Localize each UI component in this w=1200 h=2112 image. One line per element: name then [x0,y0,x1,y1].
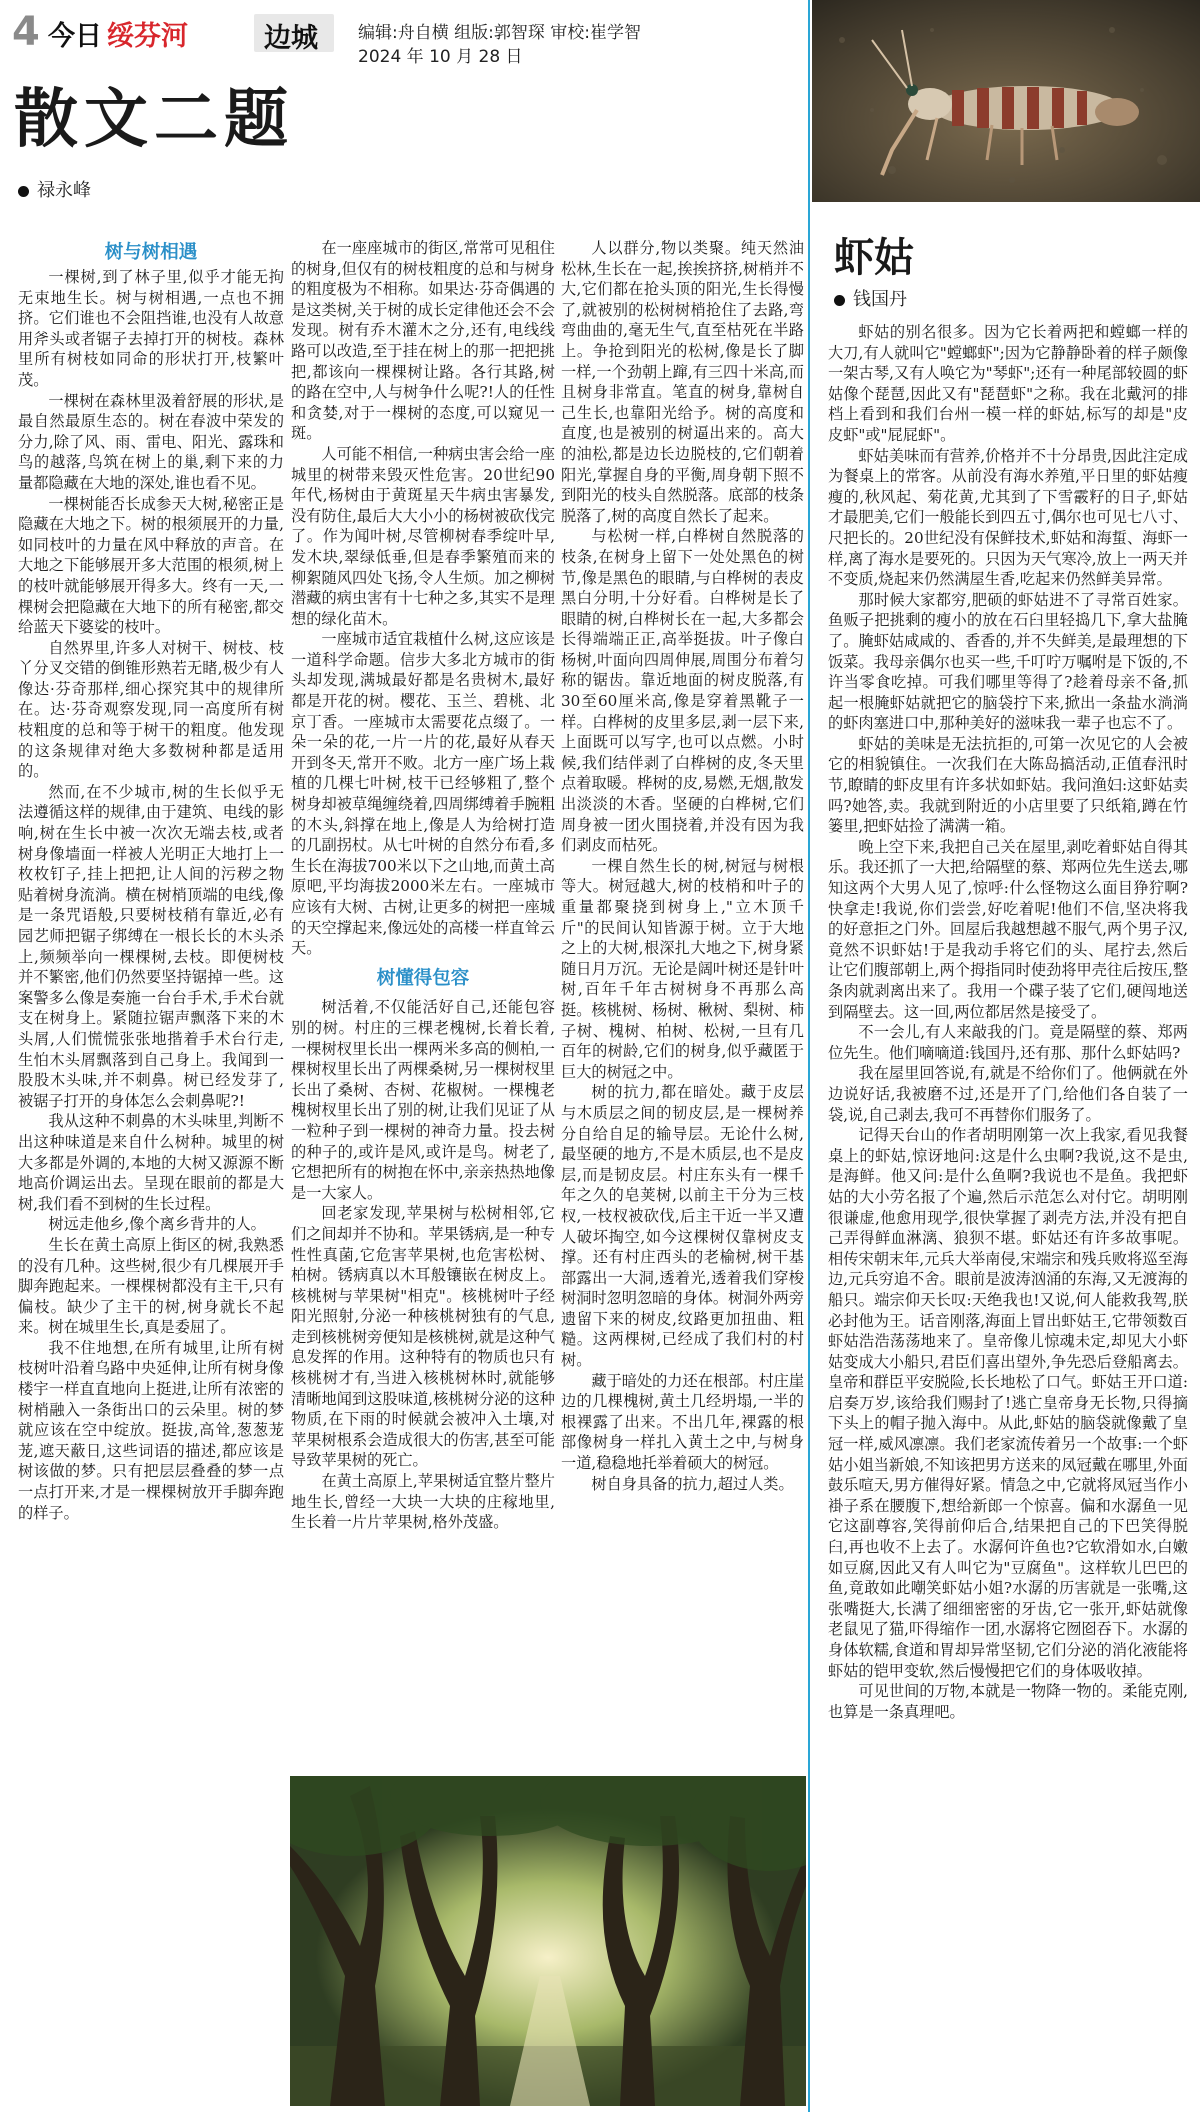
paragraph: 一棵树,到了林子里,似乎才能无拘无束地生长。树与树相遇,一点也不拥挤。它们谁也不会阻挡谁,也没有人故意用斧头或者锯子去掉打开的树枝。森林里所有树枝如同命的形状打开,枝繁叶茂。 [18,268,284,389]
author-name: 禄永峰 [37,180,91,201]
paragraph: 在一座座城市的街区,常常可见租住的树身,但仅有的树枝粗度的总和与树身的粗度极为不相称。如果达·芬奇偶遇的是这类树,关于树的成长定律他还会不会发现。树有乔木灌木之分,还有,电线线路可以改造,至于挂在树上的那一把把挑把,都该向一棵棵树让路。各行其路,树的路在空中,人与树争什么呢?!人的任性和贪婪,对于一棵树的态度,可以窥见一斑。 [291,239,555,443]
paragraph: 不一会儿,有人来敲我的门。竟是隔壁的蔡、郑两位先生。他们嘀嘀道:钱国丹,还有那、那什么虾姑吗? [828,1023,1188,1062]
article-title: 散文二题 [14,82,294,157]
paragraph: 虾姑美味而有营养,价格并不十分昂贵,因此注定成为餐桌上的常客。从前没有海水养殖,平日里的虾姑瘦瘦的,秋风起、菊花黄,尤其到了下雪霰籽的日子,虾姑才最肥美,它们一般能长到四五寸,偶尔也可见七八寸、尺把长的。20世纪没有保鲜技术,虾姑和海蜇、海虾一样,离了海水是要死的。只因为天气寒冷,放上一两天并不变质,烧起来仍然满屋生香,吃起来仍然鲜美异常。 [828,446,1188,589]
paragraph: 一棵树在森林里汲着舒展的形状,是最自然最原生态的。树在春波中荣发的分力,除了风、雨、雷电、阳光、露珠和鸟的越落,鸟筑在树上的巢,剩下来的力量都隐藏在大地的深处,谁也看不见。 [18,391,284,492]
page-number: 4 [12,9,40,55]
section-name: 边城 [264,23,318,54]
paragraph: 人可能不相信,一种病虫害会给一座城里的树带来毁灭性危害。20世纪90年代,杨树由于黄斑星天牛病虫害暴发,没有防住,最后大大小小的杨树被砍伐完了。作为闻叶树,尽管柳树春季绽叶早,发木块,翠绿低垂,但是春季繁殖而来的柳絮随风四处飞扬,令人生烦。加之柳树潜藏的病虫害有十七种之多,其实不是理想的绿化苗木。 [291,444,555,628]
masthead-brand: 绥芬河 [107,21,188,52]
paragraph: 树的抗力,都在暗处。藏于皮层与木质层之间的韧皮层,是一棵树养分自给自足的输导层。无论什么树,最坚硬的地方,不是木质层,也不是皮层,而是韧皮层。村庄东头有一棵千年之久的皂荚树,以前主干分为三枝杈,一枝杈被砍伐,后主干近一半又遭人破坏掏空,如今这棵树仅靠树皮支撑。还有村庄西头的老榆树,树干基部露出一大洞,透着光,透着我们穿梭树洞时忽明忽暗的身体。树洞外两旁遗留下来的树皮,纹路更加扭曲、粗糙。这两棵树,已经成了我们村的村树。 [561,1083,804,1370]
paragraph: 与松树一样,白桦树自然脱落的枝条,在树身上留下一处处黑色的树节,像是黑色的眼睛,与白桦树的表皮黑白分明,十分好看。白桦树是长了眼睛的树,白桦树长在一起,大多都会长得端端正正,高举挺拔。叶子像白杨树,叶面向四周伸展,周围分布着匀称的锯齿。靠近地面的树皮脱落,有30至60厘米高,像是穿着黑靴子一样。白桦树的皮里多层,剥一层下来,上面既可以写字,也可以点燃。小时候,我们结伴剥了白桦树的皮,冬天里点着取暖。桦树的皮,易燃,无烟,散发出淡淡的木香。坚硬的白桦树,它们周身被一团火围挠着,并没有因为我们剥皮而枯死。 [561,527,804,855]
issue-date: 2024 年 10 月 28 日 [358,47,523,67]
paragraph: 树自身具备的抗力,超过人类。 [591,1474,794,1493]
paragraph: 记得天台山的作者胡明刚第一次上我家,看见我餐桌上的虾姑,惊讶地问:这是什么虫啊?我说,这不是虫,是海鲜。他又问:是什么鱼啊?我说也不是鱼。我把虾姑的大小劳名报了个遍,然后示范怎么对付它。胡明刚很谦虚,他愈用现学,很快掌握了剥壳方法,并没有把自己弄得鲜血淋漓、狼狈不堪。虾姑还有许多故事呢。相传宋朝末年,元兵大举南侵,宋端宗和残兵败将巡至海边,元兵穷追不舍。眼前是波涛汹涌的东海,又无渡海的船只。端宗仰天长叹:天绝我也!又说,何人能救我驾,朕必封他为王。话音刚落,海面上冒出虾姑王,它带领数百虾姑浩浩荡荡地来了。皇帝像儿惊魂未定,却见大小虾姑变成大小船只,君臣们喜出望外,争先恐后登船离去。皇帝和群臣平安脱险,长长地松了口气。虾姑王开口道:启奏万岁,该给我们赐封了!逃亡皇帝身无长物,只得摘下头上的帽子抛入海中。从此,虾姑的脑袋就像戴了皇冠一样,威风凛凛。我们老家流传着另一个故事:一个虾姑小姐当新娘,不知该把男方送来的凤冠戴在哪里,外面鼓乐喧天,男方催得好紧。情急之中,它就将凤冠当作小褂子系在腰腹下,想给新郎一个惊喜。偏和水潺鱼一见它这副尊容,笑得前仰后合,结果把自己的下巴笑得脱臼,再也收不上去了。水潺何许鱼也?它软滑如水,白嫩如豆腐,因此又有人叫它为"豆腐鱼"。这样软儿巴巴的鱼,竟敢如此嘲笑虾姑小姐?水潺的历害就是一张嘴,这张嘴挺大,长满了细细密密的牙齿,它一张开,虾姑就像老鼠见了猫,吓得缩作一团,水潺将它囫囵吞下。水潺的身体软糯,食道和胃却异常坚韧,它们分泌的消化液能将虾姑的铠甲变软,然后慢慢把它们的身体吸收掉。 [828,1126,1188,1680]
author-name: 钱国丹 [853,289,907,310]
bullet-dot-icon [834,295,845,306]
paragraph: 树活着,不仅能活好自己,还能包容别的树。村庄的三棵老槐树,长着长着,一棵树杈里长出一棵两米多高的侧柏,一棵树杈里长出了两棵桑树,另一棵树杈里长出了桑树、杏树、花椒树。一棵槐老槐树杈里长出了别的树,让我们见证了从一粒种子到一棵树的神奇力量。投去树的种子的,或许是风,或许是鸟。树老了,它想把所有的树抱在怀中,亲亲热热地像是一大家人。 [291,998,555,1202]
article-author-2 [834,285,907,311]
article-column-3 [561,238,804,1494]
editor-credits: 编辑:舟自横 组版:郭智琛 审校:崔学智 [358,23,641,43]
article-column-4 [828,322,1188,1722]
paragraph: 那时候大家都穷,肥硕的虾姑进不了寻常百姓家。鱼贩子把挑剩的瘦小的放在石臼里轻捣几下,拿大盐腌了。腌虾姑咸咸的、香香的,并不失鲜美,是最理想的下饭菜。我母亲偶尔也买一些,千叮咛万嘱咐是下饭的,不许当零食吃掉。可我们哪里等得了?趁着母亲不备,抓起一根腌虾姑就把它的脑袋拧下来,掀出一条盐水淌淌的虾肉塞进口中,那种美好的滋味我一辈子也忘不了。 [828,590,1188,733]
paragraph: 晚上空下来,我把自己关在屋里,剥吃着虾姑自得其乐。我还抓了一大把,给隔壁的蔡、郑两位先生送去,哪知这两个大男人见了,惊呼:什么怪物这么面目狰狞啊?快拿走!我说,你们尝尝,好吃着呢!他们不信,坚决将我的好意拒之门外。回屋后我越想越不服气,两个男子汉,竟然不识虾姑!于是我动手将它们的头、尾拧去,然后让它们腹部朝上,两个拇指同时使劲将甲壳往后按压,整条肉就剥离出来了。我用一个碟子装了它们,硬闯地送到隔壁去。这一回,两位都居然是接受了。 [828,837,1188,1021]
article-title-2: 虾姑 [834,234,914,281]
article-column-2 [291,238,555,1533]
masthead-prefix: 今日 [48,21,102,52]
paragraph: 生长在黄土高原上街区的树,我熟悉的没有几种。这些树,很少有几棵展开手脚奔跑起来。一棵棵树都没有主干,只有偏枝。缺少了主干的树,树身就长不起来。树在城里生长,真是委屈了。 [18,1235,284,1337]
paragraph: 虾姑的美味是无法抗拒的,可第一次见它的人会被它的相貌镇住。一次我们在大陈岛搞活动,正值春汛时节,瞭睛的虾皮里有许多状如虾姑。我问渔妇:这虾姑卖吗?她答,卖。我就到附近的小店里要了只纸箱,蹲在竹篓里,把虾姑捡了满满一箱。 [828,734,1188,836]
paragraph: 藏于暗处的力还在根部。村庄崖边的几棵槐树,黄土几经坍塌,一半的根裸露了出来。不出几年,裸露的根部像树身一样扎入黄土之中,与树身一道,稳稳地托举着硕大的树冠。 [561,1371,805,1473]
paragraph: 一座城市适宜栽植什么树,这应该是一道科学命题。信步大多北方城市的街头却发现,满城最好都是名贵树木,最好都是开花的树。樱花、玉兰、碧桃、北京丁香。一座城市太需要花点缀了。一朵一朵的花,一片一片的花,最好从春天开到冬天,常开不败。北方一座广场上栽植的几棵七叶树,枝干已经够粗了,整个树身却被草绳缠绕着,四周绑缚着手腕粗的木头,斜撑在地上,像是人为给树打造的几副拐杖。从七叶树的自然分布看,多生长在海拔700米以下之山地,而黄土高原吧,平均海拔2000米左右。一座城市应该有大树、古树,让更多的树把一座城的天空撑起来,像远处的高楼一样直耸云天。 [291,630,555,958]
column-divider [808,0,810,2112]
paragraph: 虾姑的别名很多。因为它长着两把和螳螂一样的大刀,有人就叫它"螳螂虾";因为它静静卧着的样子颇像一架古琴,又有人唤它为"琴虾";还有一种尾部较圆的虾姑像个琵琶,因此又有"琵琶虾"之称。我在北戴河的排档上看到和我们台州一模一样的虾姑,标写的却是"皮皮虾"或"屁屁虾"。 [828,323,1188,444]
paragraph: 人以群分,物以类聚。纯天然油松林,生长在一起,挨挨挤挤,树梢并不大,它们都在抢头顶的阳光,生长得慢了,就被别的松树树梢抢住了去路,弯弯曲曲的,毫无生气,直至枯死在半路上。争抢到阳光的松树,像是长了脚一样,一个劲朝上蹿,有三四十米高,而且树身非常直。笔直的树身,靠树自己生长,也靠阳光给予。树的高度和直度,也是被别的树逼出来的。高大的油松,都是边长边脱枝的,它们朝着阳光,掌握自身的平衡,周身朝下照不到阳光的枝头自然脱落。底部的枝条脱落了,树的高度自然长了起来。 [561,239,804,525]
paragraph: 可见世间的万物,本就是一物降一物的。柔能克刚,也算是一条真理吧。 [828,1682,1188,1721]
section-heading: 树与树相遇 [104,242,198,263]
paragraph: 回老家发现,苹果树与松树相邻,它们之间却并不协和。苹果锈病,是一种专性性真菌,它危害苹果树,也危害松树、柏树。锈病真以木耳般镶嵌在树皮上。核桃树与苹果树"相克"。核桃树叶子经阳光照射,分泌一种核桃树独有的气息,走到核桃树旁便知是核桃树,就是这种气息发挥的作用。这种特有的物质也只有核桃树才有,当进入核桃树林时,就能够清晰地闻到这股味道,核桃树分泌的这种物质,在下雨的时候就会被冲入土壤,对苹果树根系会造成很大的伤害,甚至可能导致苹果树的死亡。 [291,1204,555,1470]
paragraph: 一棵自然生长的树,树冠与树根等大。树冠越大,树的枝梢和叶子的重量都聚挠到树身上,"立木顶千斤"的民间认知皆源于树。立于大地之上的大树,根深扎大地之下,树身紧随日月万沉。无论是阔叶树还是针叶树,百年千年古树树身不再那么高挺。核桃树、杨树、楸树、梨树、柿子树、槐树、柏树、松树,一旦有几百年的树龄,它们的树身,似乎藏匿于巨大的树冠之中。 [561,856,804,1081]
paragraph: 一棵树能否长成参天大树,秘密正是隐藏在大地之下。树的根须展开的力量,如同枝叶的力量在风中释放的声音。在大地之下能够展开多大范围的根须,树上的枝叶就能够展开得多大。终有一天,一棵树会把隐藏在大地下的所有秘密,都交给蓝天下婆娑的枝叶。 [18,494,284,637]
paragraph: 我在屋里回答说,有,就是不给你们了。他俩就在外边说好话,我被磨不过,还是开了门,给他们各自装了一袋,说,自己剥去,我可不再替你们服务了。 [828,1064,1188,1124]
forest-tree-photo [290,1776,806,2106]
section-heading: 树懂得包容 [376,967,470,989]
article-column-1 [18,267,284,1523]
paragraph: 我不住地想,在所有城里,让所有树枝树叶沿着乌路中央延伸,让所有树身像楼宇一样直直地向上挺进,让所有浓密的树梢融入一条街出口的云朵里。树的梦就应该在空中绽放。挺拔,高耸,葱葱茏茏,遮天蔽日,这些词语的描述,都应该是树该做的梦。只有把层层叠叠的梦一点一点打开来,才是一棵棵树放开手脚奔跑的样子。 [18,1338,284,1522]
paragraph: 我从这种不刺鼻的木头味里,判断不出这种味道是来自什么树种。城里的树大多都是外调的,本地的大树又源源不断地高价调运出去。呈现在眼前的都是大树,我们看不到树的生长过程。 [18,1112,284,1213]
paragraph: 自然界里,许多人对树干、树枝、枝丫分叉交错的倒锥形熟若无睹,极少有人像达·芬奇那样,细心探究其中的规律所在。达·芬奇观察发现,同一高度所有树枝粗度的总和等于树干的粗度。他发现的这条规律对绝大多数树种都是适用的。 [18,638,284,781]
bullet-dot-icon [18,186,29,197]
paragraph: 然而,在不少城市,树的生长似乎无法遵循这样的规律,由于建筑、电线的影响,树在生长中被一次次无端去枝,或者树身像墙面一样被人光明正大地打上一枚枚钉子,挂上把把,让人间的污秽之物贴着树身流淌。横在树梢顶端的电线,像是一条咒语般,只要树枝稍有靠近,必有园艺师把锯子绑缚在一根长长的木头杀上,频频举向一棵棵树,去枝。即便树枝并不繁密,他们仍然要坚持锯掉一些。这案警多么像是奏施一台台手术,手术台就支在树身上。紧随拉锯声飘落下来的木头屑,人们慌慌张张地揩着手术台行走,生怕木头屑飘落到自己身上。我闻到一股股木头味,并不刺鼻。树已经发芽了,被锯子打开的身体怎么会刺鼻呢?! [18,782,284,1110]
paragraph: 在黄土高原上,苹果树适宜整片整片地生长,曾经一大块一大块的庄稼地里,生长着一片片苹果树,格外茂盛。 [291,1472,555,1532]
article-author [18,176,91,202]
mantis-shrimp-photo [812,0,1200,202]
paragraph: 树远走他乡,像个离乡背井的人。 [48,1215,266,1234]
